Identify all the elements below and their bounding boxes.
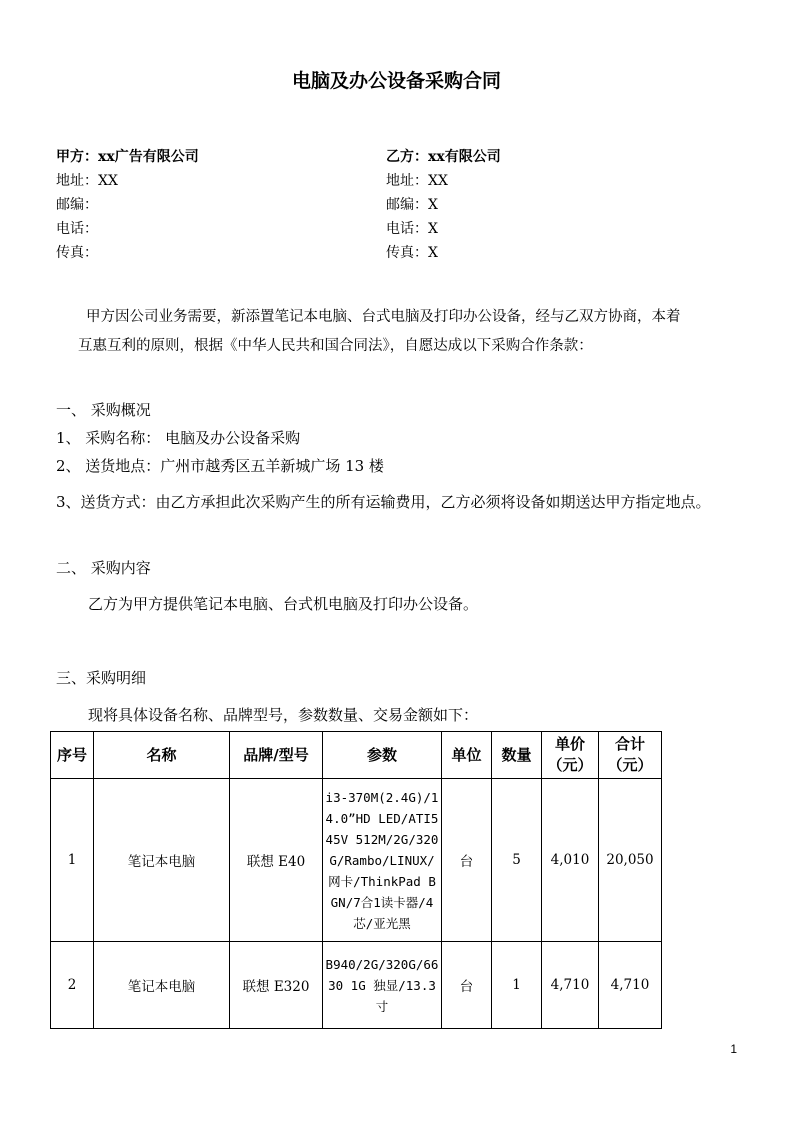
cell-brand: 联想 E40 <box>230 779 323 942</box>
party-a-postcode: 邮编： <box>56 197 98 213</box>
cell-price: 4,710 <box>542 942 599 1029</box>
party-a-phone: 电话： <box>56 221 98 237</box>
table-row <box>51 942 662 1029</box>
cell-params: B940/2G/320G/6630 1G 独显/13.3寸 <box>323 942 442 1029</box>
cell-unit: 台 <box>442 942 492 1029</box>
party-a-fax: 传真： <box>56 245 98 261</box>
cell-total: 20,050 <box>599 779 662 942</box>
party-b-address: 地址：XX <box>386 173 448 189</box>
cell-qty: 5 <box>492 779 542 942</box>
party-a-name: 甲方：xx广告有限公司 <box>56 149 199 165</box>
cell-name: 笔记本电脑 <box>94 779 230 942</box>
intro-line-2: 互惠互利的原则，根据《中华人民共和国合同法》，自愿达成以下采购合作条款： <box>78 338 593 354</box>
header-qty: 数量 <box>492 732 542 779</box>
party-b-phone: 电话：X <box>386 221 438 237</box>
party-a-address: 地址：XX <box>56 173 118 189</box>
cell-unit: 台 <box>442 779 492 942</box>
party-b-fax: 传真：X <box>386 245 438 261</box>
table-row <box>51 779 662 942</box>
page-title: 电脑及办公设备采购合同 <box>291 70 501 92</box>
procurement-table <box>50 731 662 1029</box>
header-brand: 品牌/型号 <box>230 732 323 779</box>
cell-index: 2 <box>51 942 94 1029</box>
header-index: 序号 <box>51 732 94 779</box>
table-header-row <box>51 732 662 779</box>
cell-total: 4,710 <box>599 942 662 1029</box>
party-b-name: 乙方：xx有限公司 <box>386 149 501 165</box>
section-2-text: 乙方为甲方提供笔记本电脑、台式机电脑及打印办公设备。 <box>88 595 479 613</box>
party-b-postcode: 邮编：X <box>386 197 438 213</box>
header-total: 合计（元） <box>599 732 662 779</box>
intro-line-1: 甲方因公司业务需要，新添置笔记本电脑、台式电脑及打印办公设备，经与乙双方协商，本着 <box>86 309 681 325</box>
section-1-item-1: 1、 采购名称： 电脑及办公设备采购 <box>56 429 301 447</box>
section-1-heading: 一、 采购概况 <box>56 401 151 419</box>
cell-name: 笔记本电脑 <box>94 942 230 1029</box>
cell-brand: 联想 E320 <box>230 942 323 1029</box>
page-number: 1 <box>730 1042 737 1056</box>
cell-params: i3-370M(2.4G)/14.0”HD LED/ATI545V 512M/2G/320G/Rambo/LINUX/网卡/ThinkPad BGN/7合1读卡器/4芯/亚光黑 <box>323 779 442 942</box>
section-3-text: 现将具体设备名称、品牌型号，参数数量、交易金额如下： <box>88 706 479 724</box>
header-price: 单价（元） <box>542 732 599 779</box>
header-unit: 单位 <box>442 732 492 779</box>
cell-index: 1 <box>51 779 94 942</box>
header-params: 参数 <box>323 732 442 779</box>
cell-qty: 1 <box>492 942 542 1029</box>
section-1-item-3: 3、送货方式：由乙方承担此次采购产生的所有运输费用，乙方必须将设备如期送达甲方指定地点。 <box>56 493 711 511</box>
section-3-heading: 三、采购明细 <box>56 669 147 687</box>
header-name: 名称 <box>94 732 230 779</box>
section-2-heading: 二、 采购内容 <box>56 559 151 577</box>
cell-price: 4,010 <box>542 779 599 942</box>
section-1-item-2: 2、 送货地点：广州市越秀区五羊新城广场 13 楼 <box>56 457 384 475</box>
